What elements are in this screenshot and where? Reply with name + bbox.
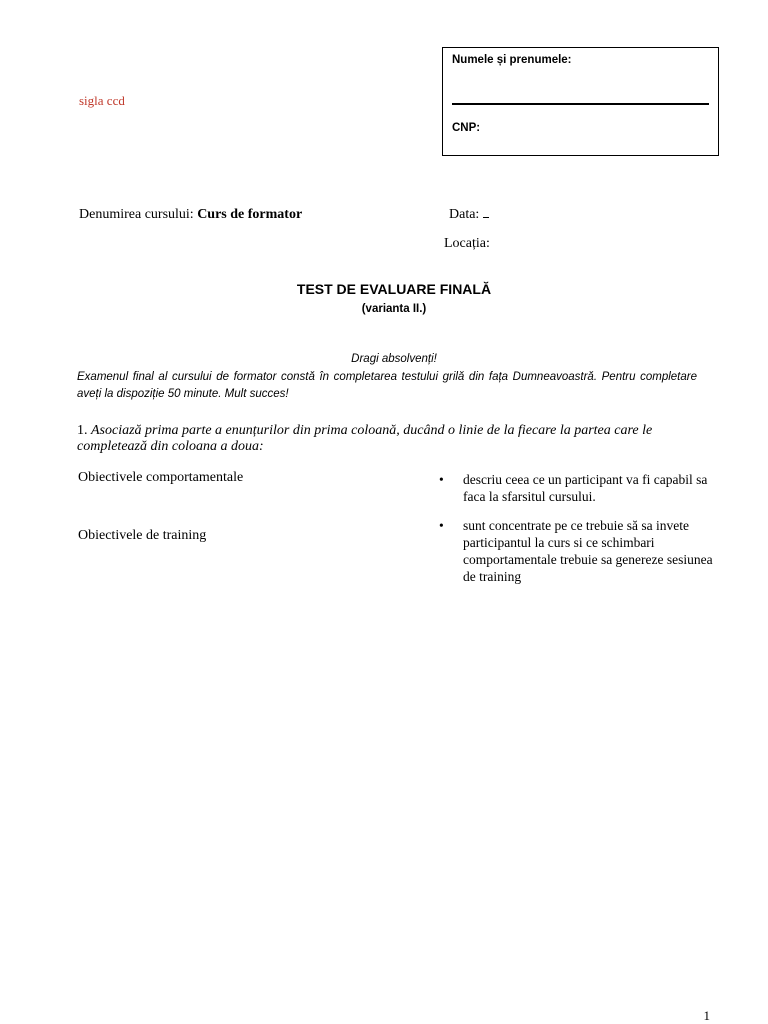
question-1 bbox=[77, 423, 713, 455]
location-label: Locația: bbox=[444, 236, 490, 251]
question-text: Asociază prima parte a enunțurilor din prima coloană, ducând o linie de la fiecare la partea care le completează din coloana a doua: bbox=[77, 423, 653, 454]
name-label: Numele și prenumele: bbox=[452, 54, 572, 66]
course-name: Curs de formator bbox=[197, 207, 303, 222]
bullet-icon: • bbox=[439, 472, 444, 487]
greeting: Dragi absolvenți! bbox=[351, 353, 437, 365]
test-subtitle: (varianta II.) bbox=[361, 303, 427, 315]
date-label: Data: bbox=[449, 207, 480, 222]
right-column-item bbox=[439, 517, 719, 585]
cnp-label: CNP: bbox=[452, 122, 481, 134]
right-column-item-text: sunt concentrate pe ce trebuie să sa invete participantul la curs si ce schimbari comportamentale trebuie sa genereze sesiunea de training bbox=[463, 518, 713, 584]
identification-box bbox=[442, 47, 719, 156]
course-line bbox=[79, 207, 302, 223]
test-title: TEST DE EVALUARE FINALĂ bbox=[296, 281, 492, 297]
question-number: 1. bbox=[77, 423, 88, 438]
logo-placeholder: sigla ccd bbox=[79, 93, 125, 108]
left-column-item: Obiectivele de training bbox=[78, 528, 207, 543]
date-line bbox=[449, 207, 489, 223]
course-label: Denumirea cursului: bbox=[79, 207, 194, 222]
date-blank bbox=[483, 217, 489, 218]
right-column-item bbox=[439, 471, 719, 505]
bullet-icon: • bbox=[439, 518, 444, 533]
right-column-item-text: descriu ceea ce un participant va fi capabil sa faca la sfarsitul cursului. bbox=[463, 472, 708, 504]
left-column-item: Obiectivele comportamentale bbox=[78, 470, 244, 485]
instructions: Examenul final al cursului de formator constă în completarea testului grilă din fața Dumneavoastră. Pentru completare aveți la dispoziție 50 minute. Mult succes! bbox=[77, 371, 697, 400]
name-underline bbox=[452, 103, 709, 105]
page-number: 1 bbox=[703, 1008, 710, 1023]
